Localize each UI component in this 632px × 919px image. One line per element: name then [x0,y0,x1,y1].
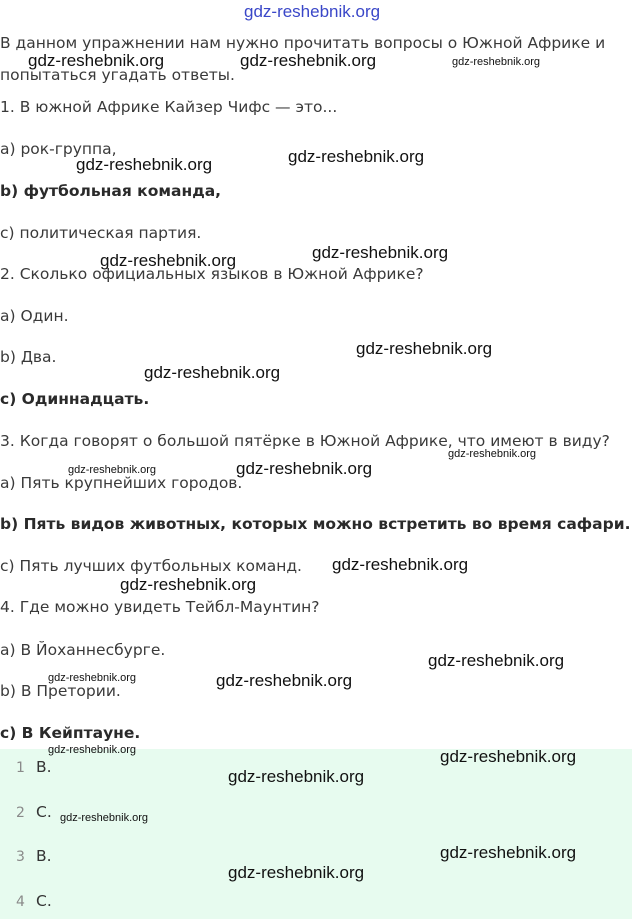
watermark: gdz-reshebnik.org [120,575,257,594]
q1-option-a: а) рок-группа, [0,140,117,158]
q4-option-c-correct: с) В Кейптауне. [0,724,141,742]
watermark: gdz-reshebnik.org [448,448,537,460]
watermark: gdz-reshebnik.org [216,671,353,690]
question-1: 1. В южной Африке Кайзер Чифс — это... [0,98,338,116]
answer-3-number: 3 [16,849,25,865]
q2-option-c-correct: c) Одиннадцать. [0,390,150,408]
answer-4-value: C. [36,892,52,910]
answer-1-value: B. [36,758,52,776]
watermark: gdz-reshebnik.org [356,339,493,358]
watermark: gdz-reshebnik.org [452,56,541,68]
watermark: gdz-reshebnik.org [228,863,365,882]
answer-2-value: C. [36,803,52,821]
intro-line-1: В данном упражнении нам нужно прочитать вопросы о Южной Африке и [0,34,606,52]
answer-3-value: B. [36,847,52,865]
watermark: gdz-reshebnik.org [68,464,157,476]
q1-option-c: с) политическая партия. [0,224,202,242]
watermark: gdz-reshebnik.org [28,51,165,70]
watermark: gdz-reshebnik.org [312,243,449,262]
q4-option-a: а) В Йоханнесбурге. [0,641,166,659]
watermark: gdz-reshebnik.org [100,251,237,270]
q4-option-b: b) В Претории. [0,682,121,700]
watermark: gdz-reshebnik.org [144,363,281,382]
watermark: gdz-reshebnik.org [236,459,373,478]
watermark: gdz-reshebnik.org [288,147,425,166]
answer-1-number: 1 [16,760,25,776]
answer-2-number: 2 [16,805,25,821]
watermark: gdz-reshebnik.org [60,812,149,824]
watermark: gdz-reshebnik.org [228,767,365,786]
q3-option-b-correct: b) Пять видов животных, которых можно встретить во время сафари. [0,515,631,533]
watermark: gdz-reshebnik.org [48,744,137,756]
watermark-top: gdz-reshebnik.org [244,2,381,21]
watermark: gdz-reshebnik.org [48,672,137,684]
q3-option-c: с) Пять лучших футбольных команд. [0,557,302,575]
q2-option-a: а) Один. [0,307,69,325]
watermark: gdz-reshebnik.org [76,155,213,174]
watermark: gdz-reshebnik.org [240,51,377,70]
answer-4-number: 4 [16,894,25,910]
q3-option-a: а) Пять крупнейших городов. [0,474,243,492]
watermark: gdz-reshebnik.org [440,843,577,862]
q1-option-b-correct: b) футбольная команда, [0,182,222,200]
watermark: gdz-reshebnik.org [440,747,577,766]
q2-option-b: b) Два. [0,348,57,366]
question-4: 4. Где можно увидеть Тейбл-Маунтин? [0,598,320,616]
question-2: 2. Сколько официальных языков в Южной Африке? [0,265,424,283]
watermark: gdz-reshebnik.org [428,651,565,670]
watermark: gdz-reshebnik.org [332,555,469,574]
intro-line-2: попытаться угадать ответы. [0,66,235,84]
question-3: 3. Когда говорят о большой пятёрке в Южной Африке, что имеют в виду? [0,432,610,450]
